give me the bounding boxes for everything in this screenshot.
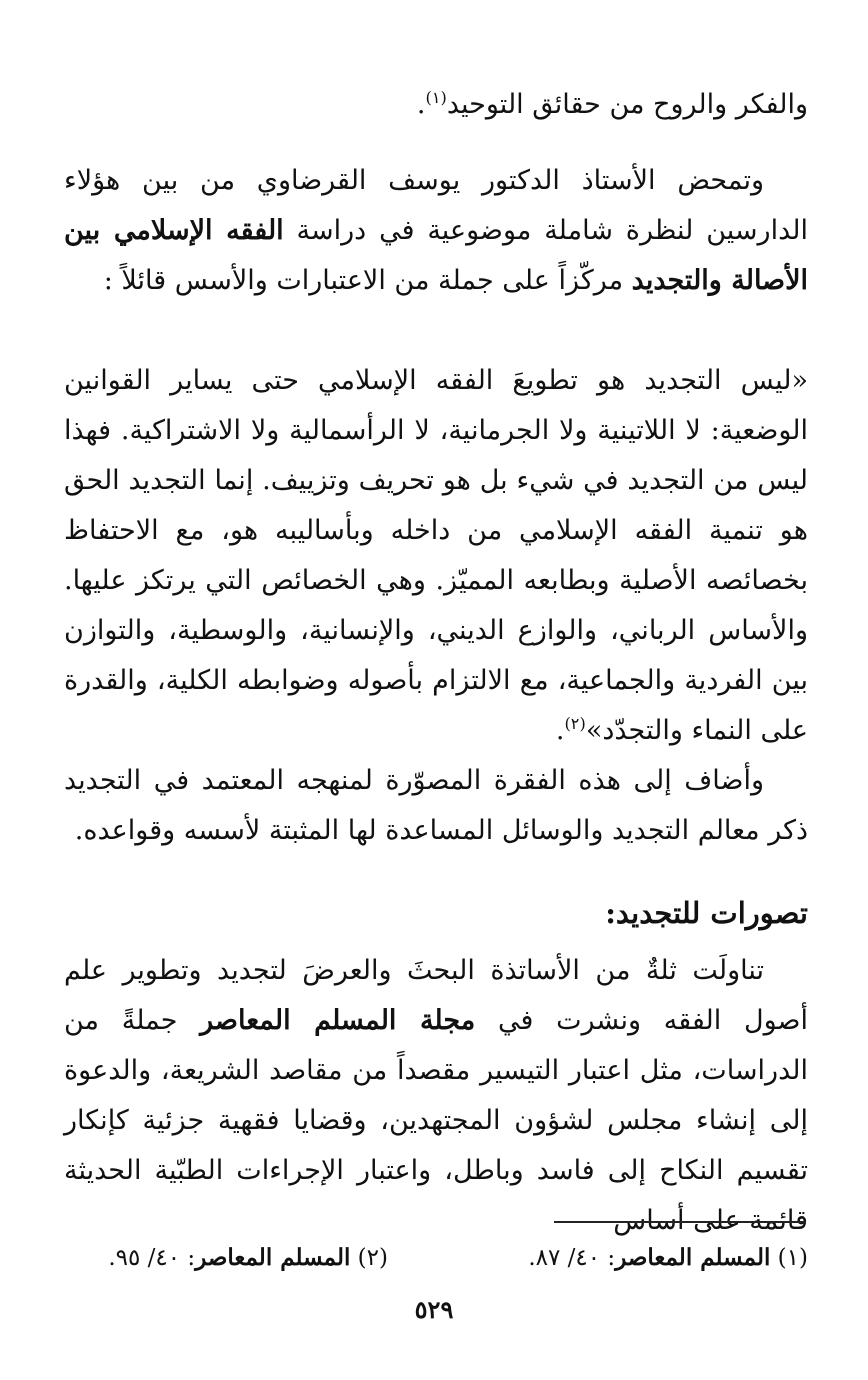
text-run: وأضاف إلى هذه الفقرة المصوّرة لمنهجه المعتمد في التجديد ذكر معالم التجديد والوسائل المساعدة لها المثبتة لأسسه وقواعده.: [64, 765, 808, 846]
paragraph-5: [64, 946, 808, 1246]
bold-title: مجلة المسلم المعاصر: [200, 1005, 476, 1036]
footnote-ref: (١): [425, 88, 447, 107]
text-run: تناولَت ثلةٌ من الأساتذة البحثَ والعرضَ لتجديد وتطوير علم أصول الفقه ونشرت في: [64, 955, 808, 1036]
footnote-2-source: المسلم المعاصر: [195, 1244, 351, 1271]
footnote-1-source: المسلم المعاصر: [615, 1244, 771, 1271]
section-heading: تصورات للتجديد:: [605, 896, 808, 930]
text-run: .: [416, 89, 426, 120]
text-run: .: [555, 715, 565, 746]
page-number: ٥٢٩: [414, 1295, 454, 1324]
footnote-2-marker: (٢): [357, 1245, 388, 1271]
text-run: «ليس التجديد هو تطويعَ الفقه الإسلامي حتى يساير القوانين الوضعية: لا اللاتينية ولا الجرمانية، لا الرأسمالية ولا الاشتراكية. فهذا ليس من التجديد في شيء بل هو تحريف وتزييف. إنما التجديد الحق هو تنمية الفقه الإسلامي من داخله وبأساليبه هو، مع الاحتفاظ بخصائصه الأصلية وبطابعه المميّز. وهي الخصائص التي يرتكز عليها. والأساس الرباني، والوازع الديني، والإنسانية، والوسطية، والتوازن بين الفردية والجماعية، مع الالتزام بأصوله وضوابطه الكلية، والقدرة على النماء والتجدّد»: [64, 365, 808, 746]
footnote-1: [528, 1238, 808, 1278]
footnote-2-ref: : ٤٠/ ٩٥.: [108, 1245, 196, 1271]
text-run: جملةً من الدراسات، مثل اعتبار التيسير مقصداً من مقاصد الشريعة، والدعوة إلى إنشاء مجلس لشؤون المجتهدين، وقضايا فقهية جزئية كإنكار تقسيم النكاح إلى فاسد وباطل، واعتبار الإجراءات الطبّية الحديثة قائمة على أساس: [64, 1005, 808, 1236]
paragraph-4: [64, 756, 808, 856]
bold-title: الفقه الإسلامي بين الأصالة والتجديد: [64, 215, 808, 296]
footnote-1-marker: (١): [777, 1245, 808, 1271]
text-run: وتمحض الأستاذ الدكتور يوسف القرضاوي من بين هؤلاء الدارسين لنظرة شاملة موضوعية في دراسة: [64, 165, 808, 246]
footnote-separator: [554, 1221, 806, 1223]
text-run: والفكر والروح من حقائق التوحيد: [446, 89, 808, 120]
text-run: مركّزاً على جملة من الاعتبارات والأسس قائلاً :: [103, 265, 632, 296]
paragraph-2: [64, 156, 808, 306]
quote-paragraph: [64, 356, 808, 756]
footnote-ref: (٢): [564, 714, 586, 733]
paragraph-1: [64, 80, 808, 130]
footnote-2: [108, 1238, 388, 1278]
footnote-1-ref: : ٤٠/ ٨٧.: [528, 1245, 616, 1271]
